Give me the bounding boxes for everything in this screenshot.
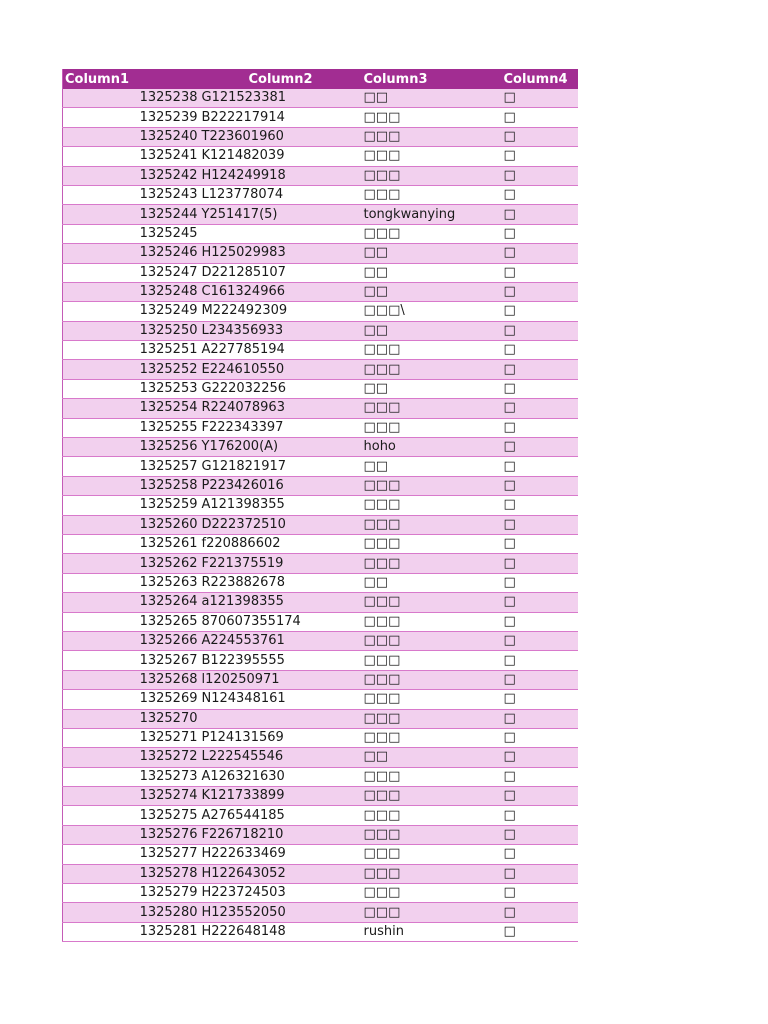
row-name-cell: □□□ [362,554,502,573]
row-code-cell: H222633469 [200,845,362,864]
row-id-cell: 1325248 [63,282,200,301]
row-name-cell: □□□ [362,864,502,883]
table-row [63,573,578,592]
table-row [63,89,578,108]
row-name-cell: □□□ [362,224,502,243]
row-code-cell: G121821917 [200,457,362,476]
row-flag-cell: □ [502,748,578,767]
row-id-cell: 1325281 [63,922,200,941]
row-id-cell: 1325246 [63,244,200,263]
row-code-cell: G222032256 [200,379,362,398]
row-flag-cell: □ [502,224,578,243]
row-flag-cell: □ [502,631,578,650]
row-flag-cell: □ [502,379,578,398]
table-row [63,554,578,573]
row-flag-cell: □ [502,496,578,515]
row-code-cell: A227785194 [200,341,362,360]
row-name-cell: □□□ [362,476,502,495]
row-id-cell: 1325270 [63,709,200,728]
table-row [63,341,578,360]
table-row [63,825,578,844]
row-id-cell: 1325276 [63,825,200,844]
table-row [63,515,578,534]
row-code-cell: H125029983 [200,244,362,263]
row-code-cell: A276544185 [200,806,362,825]
row-flag-cell: □ [502,438,578,457]
table-row [63,651,578,670]
row-name-cell: □□□ [362,185,502,204]
row-id-cell: 1325269 [63,690,200,709]
row-code-cell: F226718210 [200,825,362,844]
row-id-cell: 1325275 [63,806,200,825]
row-code-cell: H223724503 [200,884,362,903]
row-name-cell: □□□ [362,108,502,127]
table-row [63,166,578,185]
row-flag-cell: □ [502,884,578,903]
row-code-cell: A121398355 [200,496,362,515]
row-code-cell: N124348161 [200,690,362,709]
table-row [63,263,578,282]
row-code-cell: f220886602 [200,534,362,553]
table-row [63,360,578,379]
row-flag-cell: □ [502,767,578,786]
row-code-cell: H222648148 [200,922,362,941]
row-name-cell: □□□ [362,884,502,903]
table-row [63,147,578,166]
row-id-cell: 1325256 [63,438,200,457]
row-name-cell: □□□\ [362,302,502,321]
table-row [63,593,578,612]
row-flag-cell: □ [502,864,578,883]
row-name-cell: □□□ [362,341,502,360]
table-row [63,244,578,263]
row-name-cell: □□□ [362,612,502,631]
row-name-cell: □□ [362,89,502,108]
row-flag-cell: □ [502,476,578,495]
row-name-cell: □□□ [362,147,502,166]
row-code-cell: K121482039 [200,147,362,166]
row-id-cell: 1325253 [63,379,200,398]
table-row [63,476,578,495]
row-flag-cell: □ [502,534,578,553]
row-id-cell: 1325274 [63,787,200,806]
row-flag-cell: □ [502,728,578,747]
row-flag-cell: □ [502,282,578,301]
row-code-cell: L234356933 [200,321,362,340]
row-id-cell: 1325251 [63,341,200,360]
row-name-cell: □□ [362,379,502,398]
row-id-cell: 1325254 [63,399,200,418]
row-name-cell: □□□ [362,593,502,612]
row-id-cell: 1325267 [63,651,200,670]
table-body [63,89,578,942]
table-row [63,418,578,437]
row-name-cell: □□□ [362,534,502,553]
row-flag-cell: □ [502,670,578,689]
row-code-cell: C161324966 [200,282,362,301]
row-id-cell: 1325240 [63,127,200,146]
row-flag-cell: □ [502,922,578,941]
table-row [63,496,578,515]
row-flag-cell: □ [502,612,578,631]
header-row [63,69,578,89]
row-name-cell: □□□ [362,806,502,825]
row-flag-cell: □ [502,573,578,592]
row-code-cell: R224078963 [200,399,362,418]
table-row [63,787,578,806]
row-id-cell: 1325277 [63,845,200,864]
row-code-cell: H124249918 [200,166,362,185]
row-id-cell: 1325266 [63,631,200,650]
row-name-cell: tongkwanying [362,205,502,224]
table-row [63,457,578,476]
row-code-cell: P223426016 [200,476,362,495]
row-id-cell: 1325260 [63,515,200,534]
table-row [63,282,578,301]
row-name-cell: hoho [362,438,502,457]
table-row [63,748,578,767]
row-code-cell: B122395555 [200,651,362,670]
table-row [63,534,578,553]
row-flag-cell: □ [502,89,578,108]
row-flag-cell: □ [502,108,578,127]
row-flag-cell: □ [502,554,578,573]
row-id-cell: 1325239 [63,108,200,127]
row-code-cell: H122643052 [200,864,362,883]
row-name-cell: □□□ [362,418,502,437]
row-name-cell: □□□ [362,360,502,379]
table-row [63,767,578,786]
column3-header: Column3 [362,69,502,89]
table-row [63,321,578,340]
table-row [63,205,578,224]
row-flag-cell: □ [502,651,578,670]
row-code-cell: G121523381 [200,89,362,108]
row-flag-cell: □ [502,360,578,379]
row-name-cell: □□ [362,457,502,476]
row-flag-cell: □ [502,845,578,864]
table-row [63,670,578,689]
row-name-cell: rushin [362,922,502,941]
row-flag-cell: □ [502,806,578,825]
row-code-cell: A126321630 [200,767,362,786]
row-id-cell: 1325268 [63,670,200,689]
row-id-cell: 1325280 [63,903,200,922]
column1-header: Column1 [63,69,200,89]
row-id-cell: 1325263 [63,573,200,592]
row-code-cell: a121398355 [200,593,362,612]
table-row [63,922,578,941]
row-name-cell: □□ [362,282,502,301]
table-row [63,690,578,709]
row-name-cell: □□□ [362,903,502,922]
row-code-cell: B222217914 [200,108,362,127]
row-name-cell: □□□ [362,767,502,786]
row-name-cell: □□□ [362,515,502,534]
row-flag-cell: □ [502,341,578,360]
row-id-cell: 1325252 [63,360,200,379]
row-id-cell: 1325247 [63,263,200,282]
row-flag-cell: □ [502,205,578,224]
row-flag-cell: □ [502,903,578,922]
row-code-cell: D222372510 [200,515,362,534]
table-row [63,127,578,146]
row-flag-cell: □ [502,185,578,204]
row-code-cell: L123778074 [200,185,362,204]
row-code-cell: F221375519 [200,554,362,573]
table-row [63,185,578,204]
row-name-cell: □□□ [362,670,502,689]
column2-header: Column2 [200,69,362,89]
row-code-cell: M222492309 [200,302,362,321]
table-row [63,903,578,922]
row-id-cell: 1325265 [63,612,200,631]
row-id-cell: 1325242 [63,166,200,185]
row-id-cell: 1325264 [63,593,200,612]
row-name-cell: □□□ [362,787,502,806]
row-name-cell: □□□ [362,127,502,146]
row-code-cell: T223601960 [200,127,362,146]
table-row [63,806,578,825]
row-code-cell [200,224,362,243]
row-code-cell: F222343397 [200,418,362,437]
row-id-cell: 1325250 [63,321,200,340]
row-id-cell: 1325241 [63,147,200,166]
row-id-cell: 1325238 [63,89,200,108]
row-name-cell: □□ [362,321,502,340]
table-row [63,864,578,883]
row-id-cell: 1325259 [63,496,200,515]
table-row [63,224,578,243]
table-row [63,399,578,418]
row-name-cell: □□□ [362,166,502,185]
row-name-cell: □□□ [362,399,502,418]
row-name-cell: □□ [362,263,502,282]
row-name-cell: □□□ [362,825,502,844]
row-name-cell: □□□ [362,631,502,650]
row-id-cell: 1325258 [63,476,200,495]
row-flag-cell: □ [502,787,578,806]
table-header [63,69,578,89]
row-code-cell: D221285107 [200,263,362,282]
table-row [63,845,578,864]
row-flag-cell: □ [502,244,578,263]
row-name-cell: □□□ [362,728,502,747]
row-code-cell: Y251417(5) [200,205,362,224]
row-name-cell: □□□ [362,845,502,864]
row-id-cell: 1325257 [63,457,200,476]
table-row [63,379,578,398]
row-flag-cell: □ [502,457,578,476]
row-id-cell: 1325249 [63,302,200,321]
row-name-cell: □□ [362,748,502,767]
row-code-cell: L222545546 [200,748,362,767]
table-row [63,438,578,457]
row-flag-cell: □ [502,263,578,282]
row-id-cell: 1325271 [63,728,200,747]
row-code-cell: 870607355174 [200,612,362,631]
row-id-cell: 1325272 [63,748,200,767]
row-flag-cell: □ [502,418,578,437]
row-code-cell: H123552050 [200,903,362,922]
row-flag-cell: □ [502,147,578,166]
table-row [63,709,578,728]
row-code-cell: R223882678 [200,573,362,592]
row-flag-cell: □ [502,825,578,844]
table-row [63,728,578,747]
row-id-cell: 1325262 [63,554,200,573]
row-flag-cell: □ [502,593,578,612]
row-code-cell: K121733899 [200,787,362,806]
row-id-cell: 1325278 [63,864,200,883]
row-name-cell: □□□ [362,651,502,670]
table-row [63,884,578,903]
table-row [63,631,578,650]
row-flag-cell: □ [502,690,578,709]
row-id-cell: 1325273 [63,767,200,786]
row-name-cell: □□□ [362,496,502,515]
row-code-cell: P124131569 [200,728,362,747]
row-id-cell: 1325261 [63,534,200,553]
row-code-cell: l120250971 [200,670,362,689]
row-flag-cell: □ [502,399,578,418]
row-flag-cell: □ [502,321,578,340]
row-name-cell: □□ [362,573,502,592]
table-row [63,302,578,321]
row-flag-cell: □ [502,709,578,728]
table-row [63,108,578,127]
row-flag-cell: □ [502,127,578,146]
row-id-cell: 1325245 [63,224,200,243]
row-name-cell: □□ [362,244,502,263]
row-flag-cell: □ [502,166,578,185]
table-row [63,612,578,631]
row-flag-cell: □ [502,515,578,534]
row-id-cell: 1325243 [63,185,200,204]
row-id-cell: 1325279 [63,884,200,903]
row-name-cell: □□□ [362,690,502,709]
row-code-cell: Y176200(A) [200,438,362,457]
row-flag-cell: □ [502,302,578,321]
data-table [62,69,578,942]
row-code-cell: E224610550 [200,360,362,379]
row-code-cell [200,709,362,728]
row-id-cell: 1325255 [63,418,200,437]
row-code-cell: A224553761 [200,631,362,650]
row-id-cell: 1325244 [63,205,200,224]
column4-header: Column4 [502,69,578,89]
row-name-cell: □□□ [362,709,502,728]
